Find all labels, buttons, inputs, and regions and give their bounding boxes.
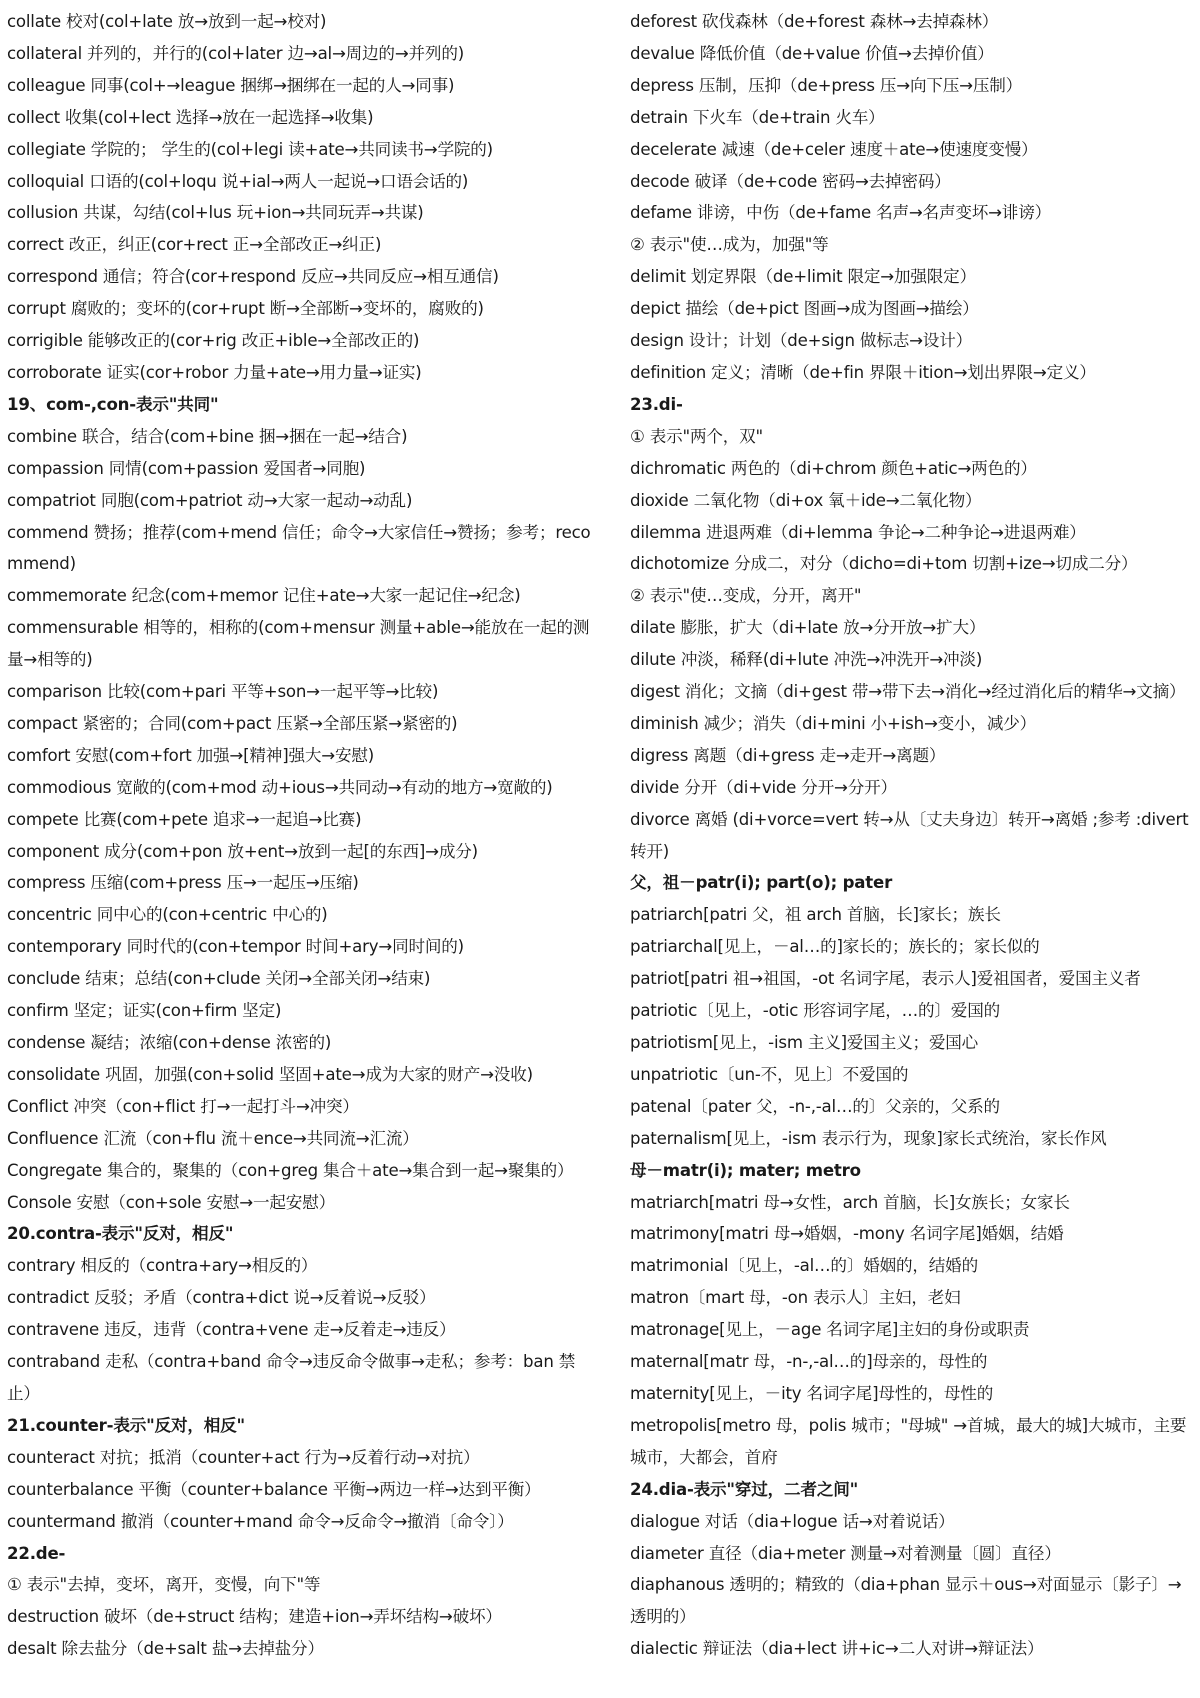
word-entry: contrary 相反的（contra+ary→相反的）: [7, 1256, 318, 1276]
word-entry: decode 破译（de+code 密码→去掉密码）: [630, 171, 951, 191]
word-entry: ② 表示"使…变成，分开，离开": [630, 586, 862, 606]
word-entry: comparison 比较(com+pari 平等+son→一起平等→比较): [7, 682, 439, 702]
word-entry: contemporary 同时代的(con+tempor 时间+ary→同时间的): [7, 937, 464, 957]
word-entry: commend 赞扬；推荐(com+mend 信任；命令→大家信任→赞扬；参考；recommend): [7, 522, 591, 574]
word-entry: Conflict 冲突（con+flict 打→一起打斗→冲突）: [7, 1096, 359, 1116]
word-entry: delimit 划定界限（de+limit 限定→加强限定）: [630, 267, 976, 287]
word-entry: matriarch[matri 母→女性，arch 首脑，长]女族长；女家长: [630, 1192, 1070, 1212]
word-entry: collateral 并列的，并行的(col+later 边→al→周边的→并列的): [7, 43, 464, 63]
word-entry: dichromatic 两色的（di+chrom 颜色+atic→两色的）: [630, 458, 1037, 478]
word-entry: correspond 通信；符合(cor+respond 反应→共同反应→相互通信): [7, 267, 499, 287]
word-entry: compete 比赛(com+pete 追求→一起追→比赛): [7, 809, 362, 829]
word-entry: desalt 除去盐分（de+salt 盐→去掉盐分）: [7, 1639, 324, 1659]
word-entry: compassion 同情(com+passion 爱国者→同胞): [7, 458, 366, 478]
word-entry: dialectic 辩证法（dia+lect 讲+ic→二人对讲→辩证法）: [630, 1639, 1044, 1659]
word-entry: component 成分(com+pon 放+ent→放到一起[的东西]→成分): [7, 841, 478, 861]
word-entry: dilemma 进退两难（di+lemma 争论→二种争论→进退两难）: [630, 522, 1086, 542]
word-entry: matrimony[matri 母→婚姻，-mony 名词字尾]婚姻，结婚: [630, 1224, 1064, 1244]
word-entry: concentric 同中心的(con+centric 中心的): [7, 905, 328, 925]
word-entry: countermand 撤消（counter+mand 命令→反命令→撤消〔命令〕）: [7, 1511, 514, 1531]
word-entry: divide 分开（di+vide 分开→分开）: [630, 777, 897, 797]
section-heading: 20.contra-表示"反对，相反": [7, 1224, 234, 1244]
section-heading: 23.di-: [630, 394, 683, 414]
word-entry: matron〔mart 母，-on 表示人〕主妇，老妇: [630, 1288, 961, 1308]
word-entry: consolidate 巩固，加强(con+solid 坚固+ate→成为大家的财产→没收): [7, 1064, 533, 1084]
word-entry: compress 压缩(com+press 压→一起压→压缩): [7, 873, 359, 893]
word-entry: collect 收集(col+lect 选择→放在一起选择→收集): [7, 107, 374, 127]
word-entry: patriotism[见上，-ism 主义]爱国主义；爱国心: [630, 1033, 979, 1052]
word-entry: digest 消化；文摘（di+gest 带→带下去→消化→经过消化后的精华→文摘）: [630, 682, 1186, 702]
word-entry: unpatriotic〔un-不，见上〕不爱国的: [630, 1064, 909, 1084]
section-heading: 24.dia-表示"穿过，二者之间": [630, 1479, 859, 1499]
section-heading: 22.de-: [7, 1543, 66, 1563]
word-entry: maternity[见上，－ity 名词字尾]母性的，母性的: [630, 1383, 994, 1403]
section-heading: 19、com-,con-表示"共同": [7, 394, 219, 414]
word-entry: patenal〔pater 父，-n-,-al…的〕父亲的，父系的: [630, 1096, 1000, 1116]
word-entry: patriotic〔见上，-otic 形容词字尾，…的〕爱国的: [630, 1001, 1000, 1021]
word-entry: depress 压制，压抑（de+press 压→向下压→压制）: [630, 75, 1023, 95]
word-entry: ② 表示"使…成为，加强"等: [630, 235, 829, 255]
word-entry: deforest 砍伐森林（de+forest 森林→去掉森林）: [630, 12, 999, 31]
word-entry: devalue 降低价值（de+value 价值→去掉价值）: [630, 43, 994, 63]
word-entry: matronage[见上，－age 名词字尾]主妇的身份或职责: [630, 1320, 1030, 1340]
word-entry: diameter 直径（dia+meter 测量→对着测量〔圆〕直径）: [630, 1543, 1061, 1563]
word-entry: dioxide 二氧化物（di+ox 氧＋ide→二氧化物）: [630, 490, 982, 510]
word-entry: depict 描绘（de+pict 图画→成为图画→描绘）: [630, 299, 979, 319]
word-entry: confirm 坚定；证实(con+firm 坚定): [7, 1001, 282, 1021]
word-entry: collusion 共谋，勾结(col+lus 玩+ion→共同玩弄→共谋): [7, 203, 424, 223]
word-entry: compatriot 同胞(com+patriot 动→大家一起动→动乱): [7, 490, 413, 510]
word-entry: commodious 宽敞的(com+mod 动+ious→共同动→有动的地方→宽敞的): [7, 777, 553, 797]
section-heading: 母－matr(i); mater; metro: [630, 1160, 861, 1180]
word-entry: patriot[patri 祖→祖国，-ot 名词字尾，表示人]爱祖国者，爱国主义者: [630, 969, 1141, 989]
word-entry: destruction 破坏（de+struct 结构；建造+ion→弄坏结构→破坏）: [7, 1607, 502, 1627]
word-entry: matrimonial〔见上，-al…的〕婚姻的，结婚的: [630, 1256, 978, 1276]
word-entry: maternal[matr 母，-n-,-al…的]母亲的，母性的: [630, 1352, 988, 1372]
word-entry: metropolis[metro 母，polis 城市；"母城" →首城，最大的城]大城市，主要城市，大都会，首府: [630, 1415, 1187, 1467]
word-entry: collate 校对(col+late 放→放到一起→校对): [7, 12, 327, 31]
word-entry: definition 定义；清晰（de+fin 界限＋ition→划出界限→定义）: [630, 362, 1096, 382]
word-entry: colloquial 口语的(col+loqu 说+ial→两人一起说→口语会话的): [7, 171, 469, 191]
left-column: [7, 6, 597, 1665]
word-entry: paternalism[见上，-ism 表示行为，现象]家长式统治，家长作风: [630, 1128, 1107, 1148]
word-entry: commensurable 相等的，相称的(com+mensur 测量+able→能放在一起的测量→相等的): [7, 618, 590, 670]
word-entry: corrigible 能够改正的(cor+rig 改正+ible→全部改正的): [7, 331, 420, 351]
word-entry: commemorate 纪念(com+memor 记住+ate→大家一起记住→纪念): [7, 586, 521, 606]
section-heading: 父，祖－patr(i); part(o); pater: [630, 873, 893, 893]
word-entry: detrain 下火车（de+train 火车）: [630, 107, 885, 127]
word-entry: corroborate 证实(cor+robor 力量+ate→用力量→证实): [7, 362, 422, 382]
word-entry: diaphanous 透明的；精致的（dia+phan 显示＋ous→对面显示〔影子〕→透明的）: [630, 1575, 1182, 1627]
word-entry: dialogue 对话（dia+logue 话→对着说话）: [630, 1511, 955, 1531]
word-entry: contraband 走私（contra+band 命令→违反命令做事→走私；参考：ban 禁止）: [7, 1352, 576, 1403]
word-entry: condense 凝结；浓缩(con+dense 浓密的): [7, 1033, 332, 1052]
word-entry: dichotomize 分成二，对分（dicho=di+tom 切割+ize→切成二分）: [630, 554, 1138, 574]
word-entry: ① 表示"去掉，变坏，离开，变慢，向下"等: [7, 1575, 321, 1595]
word-entry: counteract 对抗；抵消（counter+act 行为→反着行动→对抗）: [7, 1447, 480, 1467]
word-entry: collegiate 学院的； 学生的(col+legi 读+ate→共同读书→学院的): [7, 139, 493, 159]
word-entry: Confluence 汇流（con+flu 流＋ence→共同流→汇流）: [7, 1128, 419, 1148]
word-entry: compact 紧密的；合同(com+pact 压紧→全部压紧→紧密的): [7, 713, 458, 733]
word-entry: dilute 冲淡，稀释(di+lute 冲洗→冲洗开→冲淡): [630, 650, 983, 670]
word-entry: counterbalance 平衡（counter+balance 平衡→两边一样→达到平衡）: [7, 1479, 541, 1499]
word-entry: ① 表示"两个，双": [630, 426, 763, 446]
word-entry: defame 诽谤，中伤（de+fame 名声→名声变坏→诽谤）: [630, 203, 1052, 223]
word-entry: diminish 减少；消失（di+mini 小+ish→变小，减少）: [630, 713, 1037, 733]
word-entry: combine 联合，结合(com+bine 捆→捆在一起→结合): [7, 426, 408, 446]
word-entry: contradict 反驳；矛盾（contra+dict 说→反着说→反驳）: [7, 1288, 436, 1308]
word-entry: comfort 安慰(com+fort 加强→[精神]强大→安慰): [7, 745, 375, 765]
section-heading: 21.counter-表示"反对，相反": [7, 1415, 245, 1435]
word-entry: dilate 膨胀，扩大（di+late 放→分开放→扩大）: [630, 618, 986, 638]
right-column: [630, 6, 1195, 1665]
word-entry: design 设计；计划（de+sign 做标志→设计）: [630, 331, 972, 351]
word-entry: Congregate 集合的，聚集的（con+greg 集合＋ate→集合到一起→聚集的）: [7, 1160, 574, 1180]
word-entry: conclude 结束；总结(con+clude 关闭→全部关闭→结束): [7, 969, 431, 989]
word-entry: contravene 违反，违背（contra+vene 走→反着走→违反）: [7, 1320, 456, 1340]
word-entry: patriarch[patri 父，祖 arch 首脑，长]家长；族长: [630, 905, 1001, 925]
word-entry: patriarchal[见上，－al…的]家长的；族长的；家长似的: [630, 937, 1040, 957]
word-entry: digress 离题（di+gress 走→走开→离题）: [630, 745, 946, 765]
word-entry: corrupt 腐败的；变坏的(cor+rupt 断→全部断→变坏的，腐败的): [7, 299, 484, 319]
word-entry: colleague 同事(col+→league 捆绑→捆绑在一起的人→同事): [7, 75, 455, 95]
word-entry: divorce 离婚 (di+vorce=vert 转→从〔丈夫身边〕转开→离婚 ;参考 :divert 转开): [630, 809, 1189, 861]
word-entry: Console 安慰（con+sole 安慰→一起安慰）: [7, 1192, 335, 1212]
word-entry: decelerate 减速（de+celer 速度＋ate→使速度变慢）: [630, 139, 1038, 159]
word-entry: correct 改正，纠正(cor+rect 正→全部改正→纠正): [7, 235, 382, 255]
